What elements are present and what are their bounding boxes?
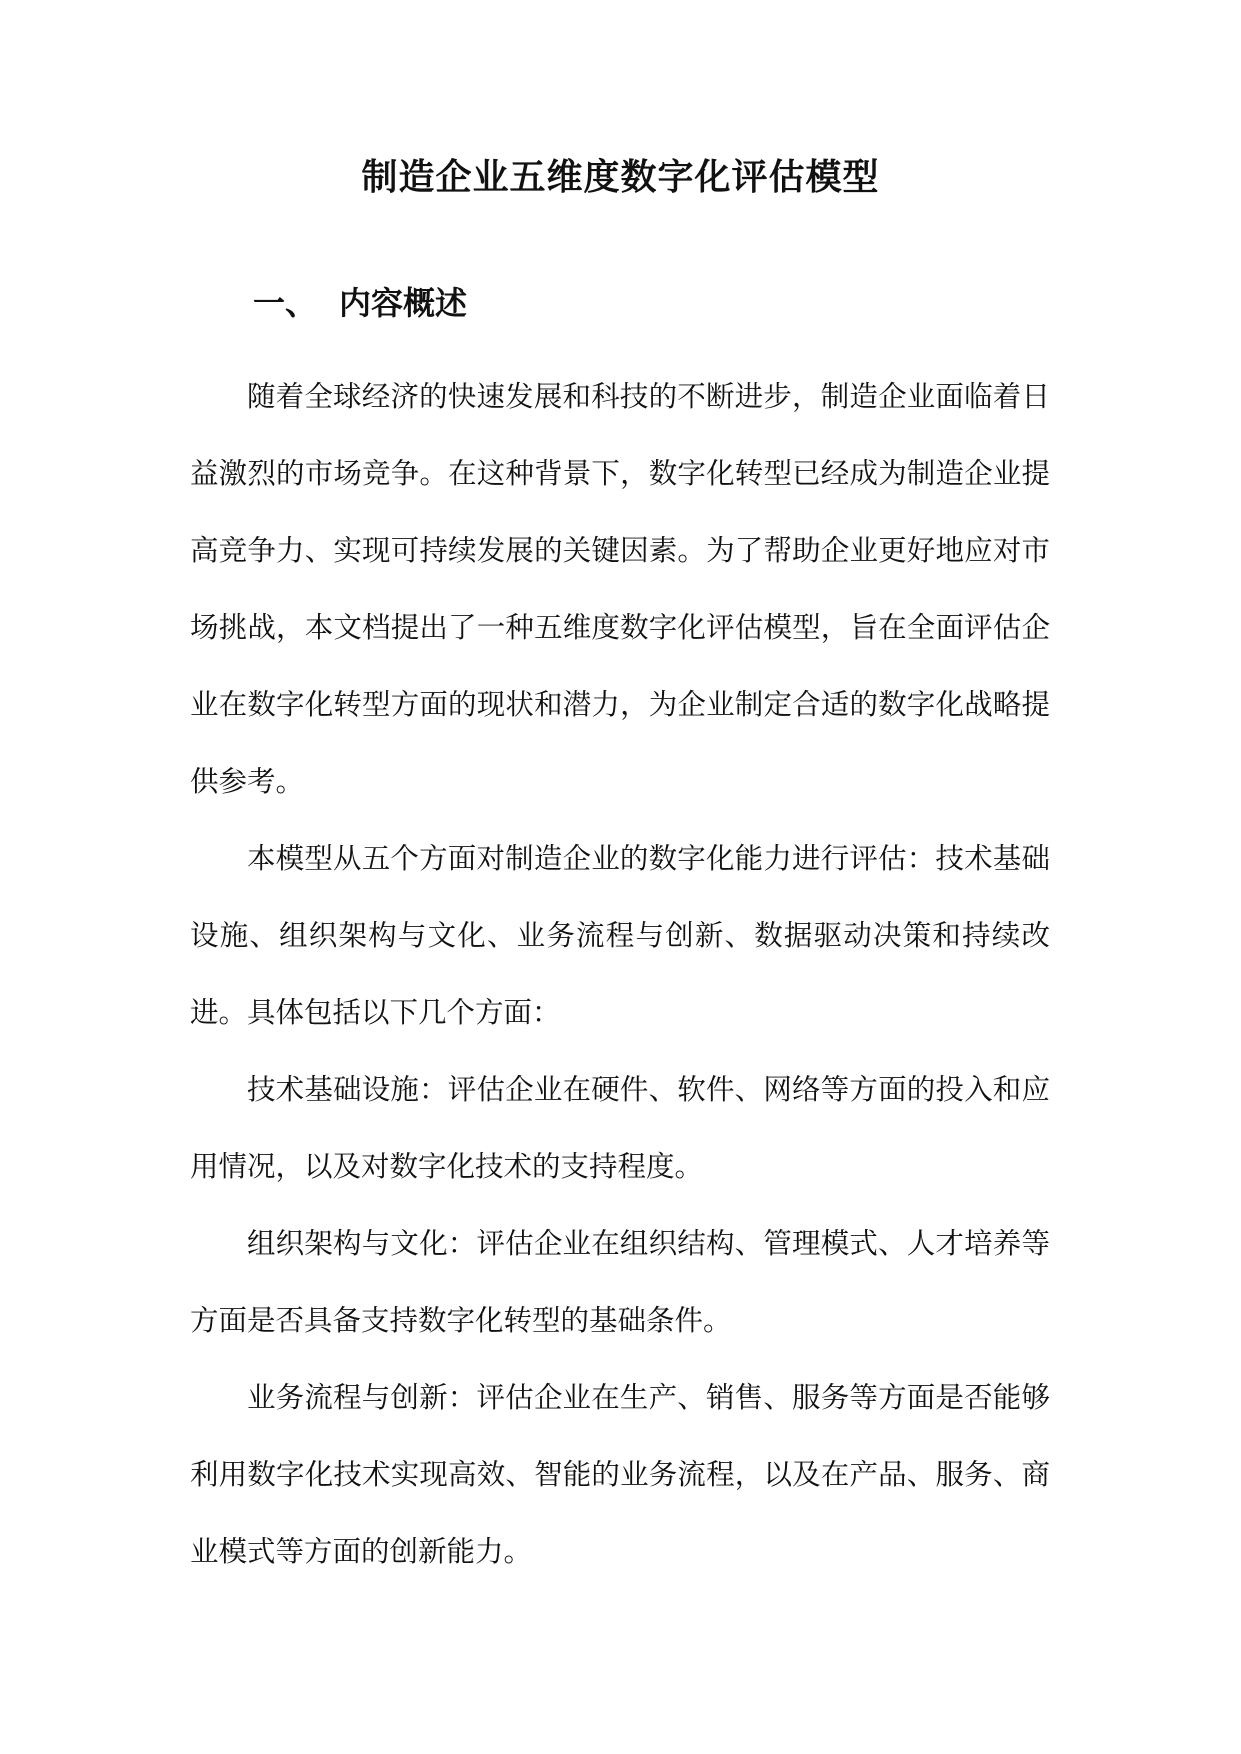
- paragraph: 随着全球经济的快速发展和科技的不断进步，制造企业面临着日益激烈的市场竞争。在这种背景下，数字化转型已经成为制造企业提高竞争力、实现可持续发展的关键因素。为了帮助企业更好地应对市场挑战，本文档提出了一种五维度数字化评估模型，旨在全面评估企业在数字化转型方面的现状和潜力，为企业制定合适的数字化战略提供参考。: [190, 380, 1050, 798]
- paragraph: 本模型从五个方面对制造企业的数字化能力进行评估：技术基础设施、组织架构与文化、业务流程与创新、数据驱动决策和持续改进。具体包括以下几个方面：: [190, 842, 1050, 1029]
- section-title: 内容概述: [339, 284, 468, 322]
- paragraph: 组织架构与文化：评估企业在组织结构、管理模式、人才培养等方面是否具备支持数字化转型的基础条件。: [190, 1227, 1050, 1337]
- section-heading: [253, 280, 467, 326]
- paragraph: 业务流程与创新：评估企业在生产、销售、服务等方面是否能够利用数字化技术实现高效、智能的业务流程，以及在产品、服务、商业模式等方面的创新能力。: [190, 1381, 1050, 1568]
- paragraph: 技术基础设施：评估企业在硬件、软件、网络等方面的投入和应用情况，以及对数字化技术的支持程度。: [190, 1073, 1050, 1183]
- document-body: [190, 358, 1050, 1590]
- document-title: 制造企业五维度数字化评估模型: [361, 156, 880, 198]
- section-number: 一、: [253, 284, 318, 322]
